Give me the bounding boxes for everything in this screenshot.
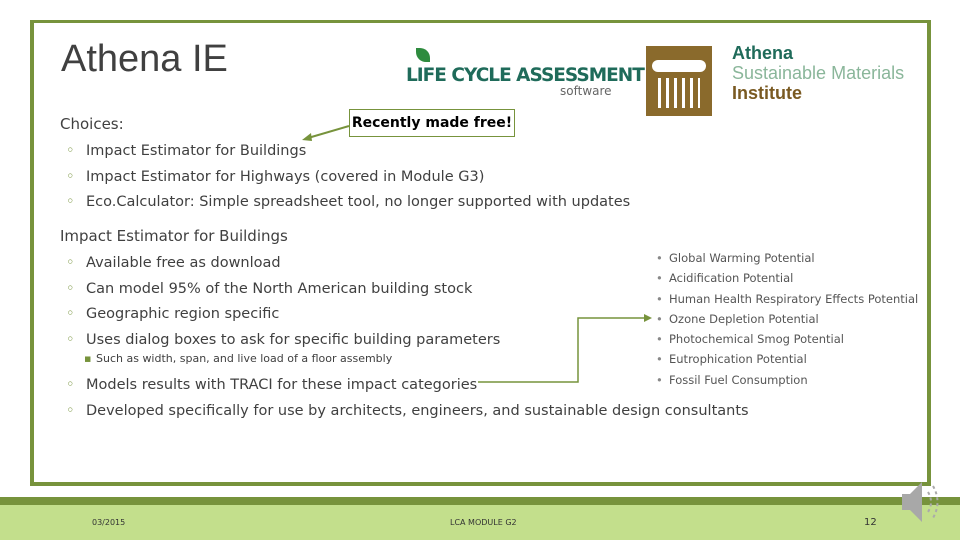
speaker-icon[interactable] bbox=[898, 478, 948, 526]
lca-logo-sub: software bbox=[560, 84, 612, 98]
choices-list bbox=[66, 139, 630, 216]
list-item: • Fossil Fuel Consumption bbox=[656, 372, 808, 387]
feature-text: Models results with TRACI for these impact categories bbox=[86, 377, 478, 393]
feature-text: Geographic region specific bbox=[86, 306, 280, 322]
feature-text: Available free as download bbox=[86, 255, 281, 271]
choice-text: Impact Estimator for Highways (covered in Module G3) bbox=[86, 168, 485, 185]
impact-categories-list bbox=[656, 248, 918, 390]
list-item: ◦ Impact Estimator for Buildings bbox=[66, 143, 307, 159]
list-item: ◦ Available free as download bbox=[66, 255, 281, 271]
list-item: ◦ Models results with TRACI for these impact categories bbox=[66, 377, 478, 393]
features-list-2 bbox=[66, 373, 749, 424]
impact-category: Ozone Depletion Potential bbox=[669, 311, 819, 326]
list-item: ◦ Eco.Calculator: Simple spreadsheet tool, no longer supported with updates bbox=[66, 194, 631, 210]
list-item: • Human Health Respiratory Effects Potential bbox=[656, 291, 919, 306]
choice-text: Eco.Calculator: Simple spreadsheet tool, no longer supported with updates bbox=[86, 194, 631, 210]
callout-box: Recently made free! bbox=[349, 109, 515, 137]
list-item: ◦ Can model 95% of the North American building stock bbox=[66, 280, 473, 297]
list-item: • Acidification Potential bbox=[656, 271, 794, 286]
impact-category: Acidification Potential bbox=[669, 271, 794, 286]
impact-category: Eutrophication Potential bbox=[669, 352, 807, 367]
impact-category: Fossil Fuel Consumption bbox=[669, 372, 808, 387]
features-list bbox=[66, 251, 500, 353]
footer-accent-bar bbox=[0, 497, 960, 505]
impact-category: Photochemical Smog Potential bbox=[669, 332, 844, 347]
impact-category: Human Health Respiratory Effects Potential bbox=[669, 291, 919, 306]
feature-text: Developed specifically for use by architects, engineers, and sustainable design consultants bbox=[86, 402, 749, 419]
footer-date: 03/2015 bbox=[92, 518, 126, 527]
list-item: • Eutrophication Potential bbox=[656, 352, 807, 367]
callout-arrow-line bbox=[308, 126, 349, 138]
page-number: 12 bbox=[864, 517, 877, 528]
choices-label: Choices: bbox=[60, 115, 124, 133]
athena-logo-line2: Sustainable Materials bbox=[732, 63, 905, 83]
list-item: ◦ Developed specifically for use by architects, engineers, and sustainable design consultants bbox=[66, 402, 749, 419]
lca-logo-text: LIFE CYCLE ASSESSMENT bbox=[406, 65, 644, 86]
list-item: ◦ Uses dialog boxes to ask for specific building parameters bbox=[66, 331, 501, 348]
list-item: ◦ Impact Estimator for Highways (covered in Module G3) bbox=[66, 168, 485, 185]
feature-text: Can model 95% of the North American building stock bbox=[86, 280, 473, 297]
feature-text: Uses dialog boxes to ask for specific building parameters bbox=[86, 331, 501, 348]
sub-feature-text: Such as width, span, and live load of a floor assembly bbox=[96, 352, 393, 365]
slide-title: Athena IE bbox=[61, 38, 228, 80]
athena-logo-line1: Athena bbox=[732, 43, 794, 63]
sub-feature: ▪ Such as width, span, and live load of a floor assembly bbox=[84, 352, 393, 365]
impact-arrow-head bbox=[644, 314, 652, 322]
list-item: • Photochemical Smog Potential bbox=[656, 332, 844, 347]
athena-logo-line3: Institute bbox=[732, 83, 802, 103]
choice-text: Impact Estimator for Buildings bbox=[86, 143, 307, 159]
section-heading: Impact Estimator for Buildings bbox=[60, 227, 288, 245]
footer-center: LCA MODULE G2 bbox=[450, 518, 517, 527]
list-item: • Global Warming Potential bbox=[656, 251, 815, 265]
list-item: • Ozone Depletion Potential bbox=[656, 311, 819, 326]
list-item: ◦ Geographic region specific bbox=[66, 306, 280, 322]
impact-category: Global Warming Potential bbox=[669, 251, 815, 265]
